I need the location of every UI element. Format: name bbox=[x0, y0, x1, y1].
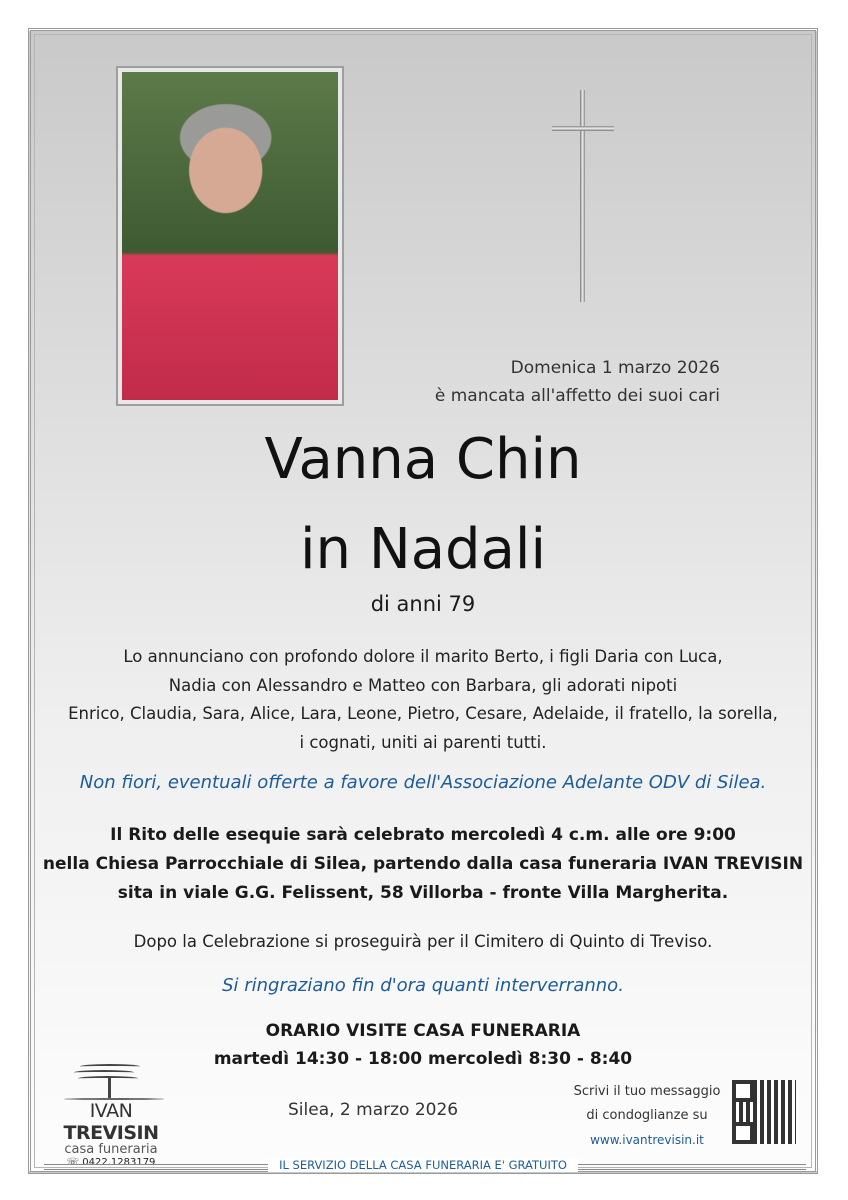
family-announcement bbox=[34, 643, 812, 757]
family-line: Nadia con Alessandro e Matteo con Barbara, gli adorati nipoti bbox=[168, 675, 678, 695]
family-line: Lo annunciano con profondo dolore il marito Berto, i figli Daria con Luca, bbox=[123, 647, 723, 666]
passed-away-line: è mancata all'affetto dei suoi cari bbox=[434, 386, 720, 406]
thanks-line: Si ringraziano fin d'ora quanti interverranno. bbox=[222, 975, 624, 996]
death-date: Domenica 1 marzo 2026 bbox=[510, 358, 720, 378]
deceased-name: Vanna Chin bbox=[264, 427, 582, 492]
funeral-details bbox=[34, 821, 812, 908]
funeral-home-logo bbox=[44, 1062, 178, 1168]
visits-title: ORARIO VISITE CASA FUNERARIA bbox=[265, 1021, 581, 1041]
flowers-note: Non fiori, eventuali offerte a favore dell'Associazione Adelante ODV di Silea. bbox=[79, 772, 767, 793]
logo-brand bbox=[44, 1100, 178, 1144]
logo-subtitle: casa funeraria bbox=[64, 1142, 158, 1157]
cemetery-line: Dopo la Celebrazione si proseguirà per il Cimitero di Quinto di Treviso. bbox=[133, 932, 713, 951]
deceased-married-name: in Nadali bbox=[299, 517, 547, 582]
phone-icon: ☏ bbox=[66, 1157, 83, 1168]
footer-rule-left bbox=[44, 1164, 268, 1170]
funeral-line: Il Rito delle esequie sarà celebrato mercoledì 4 c.m. alle ore 9:00 bbox=[110, 825, 736, 845]
visits-hours: martedì 14:30 - 18:00 mercoledì 8:30 - 8:40 bbox=[213, 1049, 633, 1069]
qr-code-icon[interactable] bbox=[732, 1080, 796, 1144]
family-line: i cognati, uniti ai parenti tutti. bbox=[299, 732, 547, 752]
logo-brand-bold: TREVISIN bbox=[63, 1122, 159, 1144]
condolences-line: Scrivi il tuo messaggio bbox=[573, 1084, 721, 1099]
death-date-block bbox=[420, 354, 720, 410]
funeral-line: sita in viale G.G. Felissent, 58 Villorba - fronte Villa Margherita. bbox=[117, 883, 729, 903]
condolences-line: di condoglianze su bbox=[586, 1108, 708, 1123]
portrait-image bbox=[122, 72, 338, 400]
condolences-block bbox=[572, 1080, 722, 1152]
phone-number: 0422.1283179 bbox=[82, 1157, 156, 1168]
logo-brand-light: IVAN bbox=[89, 1100, 133, 1122]
deceased-age: di anni 79 bbox=[370, 592, 476, 616]
cross-icon bbox=[552, 90, 614, 302]
footer-note: IL SERVIZIO DELLA CASA FUNERARIA E' GRATUITO bbox=[268, 1158, 578, 1172]
place-date: Silea, 2 marzo 2026 bbox=[288, 1100, 459, 1120]
tree-logo-icon bbox=[44, 1062, 178, 1100]
portrait-photo bbox=[116, 66, 344, 406]
website-link[interactable]: www.ivantrevisin.it bbox=[590, 1133, 704, 1147]
funeral-line: nella Chiesa Parrocchiale di Silea, partendo dalla casa funeraria IVAN TREVISIN bbox=[42, 854, 804, 874]
footer-rule-right bbox=[578, 1164, 806, 1170]
family-line: Enrico, Claudia, Sara, Alice, Lara, Leone, Pietro, Cesare, Adelaide, il fratello, la sorella, bbox=[68, 704, 778, 723]
